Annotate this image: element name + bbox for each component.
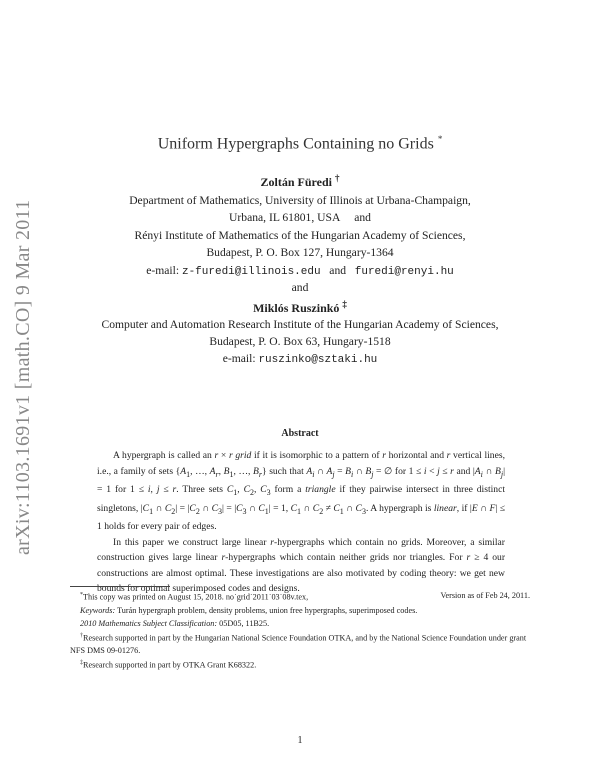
page-number: 1 <box>297 735 303 746</box>
footnote-msc <box>70 617 530 630</box>
abstract-paragraph-2: In this paper we construct large linear r-hypergraphs which contain no grids. Moreover, a similar construction gives large linear r-hypergraphs which contain neither grids nor triangles. For r ≥ 4 our constructions are almost optimal. These investigations are also motivated by coding theory: we get new bounds for optimal superimposed codes and designs. <box>97 536 506 595</box>
footnote-mark: † <box>80 632 83 639</box>
author-1-affil-line: Budapest, P. O. Box 127, Hungary-1364 <box>206 246 394 259</box>
footnote-mark: * <box>80 592 83 598</box>
author-1-name: Zoltán Füredi <box>260 175 332 189</box>
and-separator: and <box>291 281 309 294</box>
email-label: e-mail: <box>146 264 180 277</box>
author-1-affil-line: Urbana, IL 61801, USA and <box>229 211 371 224</box>
keywords-text: Turán hypergraph problem, density problems, union free hypergraphs, superimposed codes. <box>117 605 418 615</box>
email-and: and <box>329 264 347 277</box>
footnote-rule <box>70 586 170 587</box>
footnotes <box>70 589 530 672</box>
author-2-affil-line: Computer and Automation Research Institute of the Hungarian Academy of Sciences, <box>101 318 499 331</box>
footnote-mark: ‡ <box>80 660 83 667</box>
author-2-name: Miklós Ruszinkó <box>253 301 340 315</box>
author-2 <box>0 299 600 316</box>
author-1-email-line <box>0 264 600 278</box>
abstract-body <box>97 448 505 597</box>
abstract-heading: Abstract <box>281 428 319 439</box>
author-2-affil-line: Budapest, P. O. Box 63, Hungary-1518 <box>209 335 391 348</box>
keywords-label: Keywords: <box>80 605 116 615</box>
email-link-renyi[interactable]: furedi@renyi.hu <box>354 266 454 278</box>
author-1-mark: † <box>334 173 340 183</box>
author-2-email-line <box>0 352 600 366</box>
email-link-illinois[interactable]: z-furedi@illinois.edu <box>181 266 321 278</box>
title-footnote-mark: * <box>437 134 443 144</box>
author-1-affil-line: Department of Mathematics, University of Illinois at Urbana-Champaign, <box>129 194 471 207</box>
footnote-version: Version as of Feb 24, 2011. <box>440 591 530 600</box>
email-label: e-mail: <box>222 352 256 365</box>
footnote-text: This copy was printed on August 15, 2018. no˙grid˙2011˙03˙08v.tex, <box>83 592 309 602</box>
footnote-text: Research supported in part by the Hungarian National Science Foundation OTKA, and by the National Science Foundation under grant NFS DMS 09-01276. <box>70 633 527 656</box>
footnote-keywords <box>70 604 530 617</box>
author-1 <box>0 173 600 190</box>
title-text: Uniform Hypergraphs Containing no Grids <box>157 135 434 153</box>
footnote-funding-1 <box>70 630 530 658</box>
footnote-print-date <box>70 589 530 604</box>
paper-title <box>0 134 600 153</box>
footnote-text: Research supported in part by OTKA Grant K68322. <box>83 661 257 671</box>
msc-label: 2010 Mathematics Subject Classification: <box>80 618 218 628</box>
abstract-paragraph-1: A hypergraph is called an r × r grid if it is isomorphic to a pattern of r horizontal and r vertical lines, i.e., a family of sets {$A_1$, …, $A_r$, $B_1$, …, $B_r$} such that $A_i$ ∩ $A_j = B_i$ ∩ $B_j$ = ∅ for 1 ≤ i < j ≤ r and $|A_i$ ∩ $B_j| = 1$ for 1 ≤ i, j ≤ r. Three sets $C_1$, $C_2$, $C_3$ form a triangle if they pairwise intersect in three distinct singletons, $|C_1$ ∩ $C_2| = |C_2$ ∩ $C_3| = |C_3$ ∩ $C_1| = 1$, $C_1$ ∩ $C_2 \ne C_1$ ∩ $C_3$. A hypergraph is linear, if |E ∩ F| ≤ 1 holds for every pair of edges. <box>97 450 506 533</box>
arxiv-identifier: arXiv:1103.1691v1 [math.CO] 9 Mar 2011 <box>12 199 34 555</box>
msc-text: 05D05, 11B25. <box>219 618 270 628</box>
author-1-affil-line: Rényi Institute of Mathematics of the Hungarian Academy of Sciences, <box>134 229 466 242</box>
footnote-funding-2 <box>70 657 530 672</box>
email-link-sztaki[interactable]: ruszinko@sztaki.hu <box>258 354 378 366</box>
author-2-mark: ‡ <box>342 299 347 309</box>
